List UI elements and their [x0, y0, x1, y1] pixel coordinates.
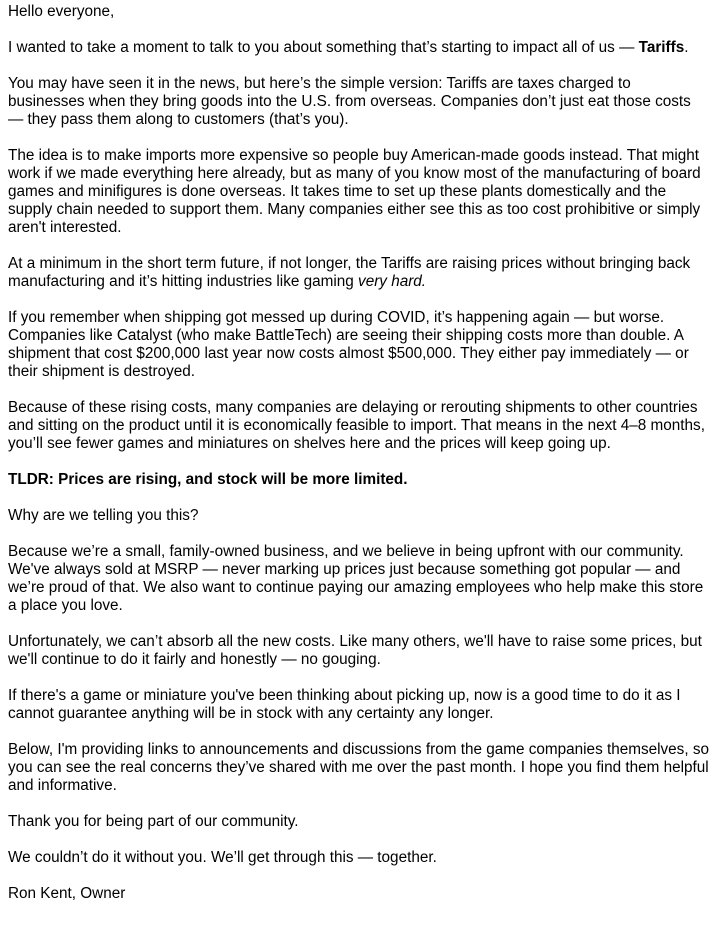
paragraph-together: We couldn’t do it without you. We’ll get through this — together. [8, 849, 437, 866]
tariffs-emphasis: Tariffs [638, 39, 685, 56]
paragraph-short-term [8, 255, 710, 291]
paragraph-buy-now: If there's a game or miniature you've been thinking about picking up, now is a good time to do it as I cannot guarantee anything will be in stock with any certainty any longer. [8, 687, 681, 722]
paragraph-thank-you: Thank you for being part of our community. [8, 813, 299, 830]
paragraph-shipping-costs: If you remember when shipping got messed up during COVID, it’s happening again — but worse. Companies like Catalyst (who make BattleTech) are seeing their shipping costs more than double. A shipment that cost $200,000 last year now costs almost $500,000. They either pay immediately — or their shipment is destroyed. [8, 309, 689, 380]
paragraph-intro [8, 39, 710, 57]
paragraph-absorb-costs: Unfortunately, we can’t absorb all the new costs. Like many others, we'll have to raise some prices, but we'll continue to do it fairly and honestly — no gouging. [8, 633, 702, 668]
very-hard-emphasis: very hard. [358, 273, 427, 290]
tldr-line: TLDR: Prices are rising, and stock will be more limited. [8, 471, 408, 488]
paragraph-intro-end: . [684, 39, 689, 56]
paragraph-links-info: Below, I'm providing links to announcements and discussions from the game companies themselves, so you can see the real concerns they’ve shared with me over the past month. I hope you find them helpful and informative. [8, 741, 709, 794]
paragraph-short-term-text: At a minimum in the short term future, if not longer, the Tariffs are raising prices without bringing back manufacturing and it’s hitting industries like gaming [8, 255, 691, 290]
paragraph-why-question: Why are we telling you this? [8, 507, 199, 524]
paragraph-family-business: Because we’re a small, family-owned business, and we believe in being upfront with our community. We've always sold at MSRP — never marking up prices just because something got popular — and we’re proud of that. We also want to continue paying our amazing employees who help make this store a place you love. [8, 543, 704, 614]
paragraph-tariff-definition: You may have seen it in the news, but here’s the simple version: Tariffs are taxes charged to businesses when they bring goods into the U.S. from overseas. Companies don’t just eat those costs — they pass them along to customers (that’s you). [8, 75, 691, 128]
signature: Ron Kent, Owner [8, 885, 126, 902]
paragraph-rising-costs: Because of these rising costs, many companies are delaying or rerouting shipments to other countries and sitting on the product until it is economically feasible to import. That means in the next 4–8 months, you’ll see fewer games and miniatures on shelves here and the prices will keep going up. [8, 399, 705, 452]
paragraph-intro-text: I wanted to take a moment to talk to you about something that’s starting to impact all of us — [8, 39, 639, 56]
paragraph-import-idea: The idea is to make imports more expensive so people buy American-made goods instead. That might work if we made everything here already, but as many of you know most of the manufacturing of board games and minifigures is done overseas. It takes time to set up these plants domestically and the supply chain needed to support them. Many companies either see this as too cost prohibitive or simply aren't interested. [8, 147, 701, 236]
greeting: Hello everyone, [8, 3, 115, 20]
